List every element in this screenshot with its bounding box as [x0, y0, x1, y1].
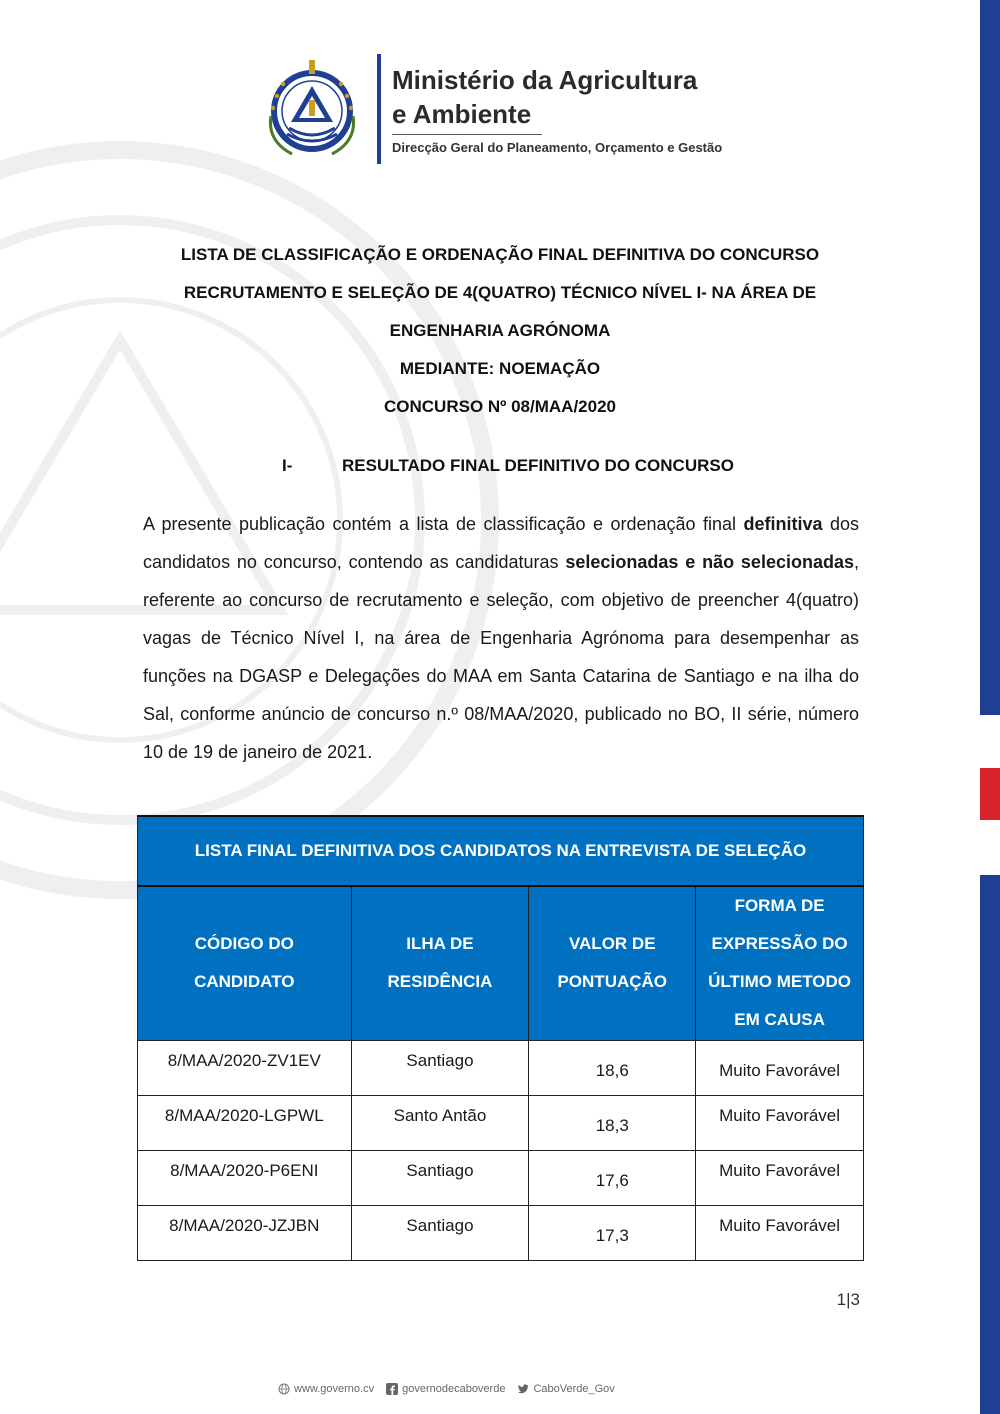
candidate-code: 8/MAA/2020-LGPWL — [138, 1095, 352, 1150]
table-header-row — [138, 886, 864, 1040]
table-row — [138, 1150, 864, 1205]
footer-website[interactable] — [278, 1383, 374, 1395]
facebook-link[interactable]: governodecaboverde — [402, 1383, 506, 1395]
column-header-score: VALOR DE PONTUAÇÃO — [529, 886, 696, 1040]
column-header-expression: FORMA DE EXPRESSÃO DO ÚLTIMO METODO EM CAUSA — [696, 886, 864, 1040]
title-line: MEDIANTE: NOEMAÇÃO — [399, 359, 601, 378]
title-line: CONCURSO Nº 08/MAA/2020 — [384, 397, 616, 416]
website-link[interactable]: www.governo.cv — [294, 1383, 375, 1395]
body-text: dos candidatos no concurso, contendo as candidaturas — [143, 514, 859, 572]
expression-value: Muito Favorável — [696, 1040, 864, 1095]
header-rule — [392, 134, 542, 135]
body-text: A presente publicação contém a lista de classificação e ordenação final — [143, 514, 744, 534]
body-bold: selecionadas e não selecionadas — [565, 552, 854, 572]
island-of-residence: Santo Antão — [351, 1095, 529, 1150]
title-line: RECRUTAMENTO E SELEÇÃO DE 4(QUATRO) TÉCNICO NÍVEL I- NA ÁREA DE — [183, 283, 817, 302]
facebook-icon — [386, 1383, 398, 1395]
footer-twitter[interactable] — [517, 1383, 614, 1395]
body-text: , referente ao concurso de recrutamento e seleção, com objetivo de preencher 4(quatro) vagas de Técnico Nível I, na área de Engenharia Agrónoma para desempenhar as funções na DGASP e Delegações do MAA em Santa Catarina de Santiago e na ilha do Sal, conforme anúncio de concurso n.º 08/MAA/2020, publicado no BO, II série, número 10 de 19 de janeiro de 2021. — [143, 552, 860, 762]
column-header-island: ILHA DE RESIDÊNCIA — [351, 886, 529, 1040]
candidate-code: 8/MAA/2020-P6ENI — [138, 1150, 352, 1205]
twitter-icon — [517, 1383, 529, 1395]
expression-value: Muito Favorável — [696, 1095, 864, 1150]
island-of-residence: Santiago — [351, 1040, 529, 1095]
score-value: 18,6 — [529, 1040, 696, 1095]
table-row — [138, 1040, 864, 1095]
letterhead — [257, 52, 737, 167]
title-line: LISTA DE CLASSIFICAÇÃO E ORDENAÇÃO FINAL DEFINITIVA DO CONCURSO — [180, 245, 820, 264]
edge-bar-red — [980, 768, 1000, 820]
score-value: 17,3 — [529, 1205, 696, 1260]
island-of-residence: Santiago — [351, 1150, 529, 1205]
title-line: ENGENHARIA AGRÓNOMA — [389, 321, 611, 340]
expression-value: Muito Favorável — [696, 1205, 864, 1260]
column-header-code: CÓDIGO DO CANDIDATO — [138, 886, 352, 1040]
twitter-link[interactable]: CaboVerde_Gov — [533, 1383, 615, 1395]
cabo-verde-emblem-icon — [257, 56, 367, 166]
table-caption-row — [138, 816, 864, 886]
ministry-name: Ministério da Agricultura — [392, 65, 698, 95]
table-row — [138, 1205, 864, 1260]
directorate-name: Direcção Geral do Planeamento, Orçamento e Gestão — [392, 140, 723, 155]
island-of-residence: Santiago — [351, 1205, 529, 1260]
globe-icon — [278, 1383, 290, 1395]
ministry-name-line2: e Ambiente — [392, 99, 532, 129]
table-caption: LISTA FINAL DEFINITIVA DOS CANDIDATOS NA ENTREVISTA DE SELEÇÃO — [138, 816, 864, 886]
section-number: I- — [282, 456, 293, 475]
header-divider — [377, 54, 381, 164]
score-value: 17,6 — [529, 1150, 696, 1205]
section-heading — [282, 450, 842, 482]
page-number: 1|3 — [836, 1290, 860, 1309]
body-paragraph — [143, 505, 859, 771]
table-row — [138, 1095, 864, 1150]
footer-facebook[interactable] — [386, 1383, 505, 1395]
score-value: 18,3 — [529, 1095, 696, 1150]
results-table — [137, 815, 864, 1261]
expression-value: Muito Favorável — [696, 1150, 864, 1205]
section-title: RESULTADO FINAL DEFINITIVO DO CONCURSO — [342, 456, 734, 475]
document-title — [140, 236, 860, 426]
footer — [278, 1380, 627, 1398]
edge-bar-blue-bottom — [980, 875, 1000, 1414]
body-bold: definitiva — [743, 514, 823, 534]
edge-bar-blue-top — [980, 0, 1000, 715]
candidate-code: 8/MAA/2020-JZJBN — [138, 1205, 352, 1260]
candidate-code: 8/MAA/2020-ZV1EV — [138, 1040, 352, 1095]
